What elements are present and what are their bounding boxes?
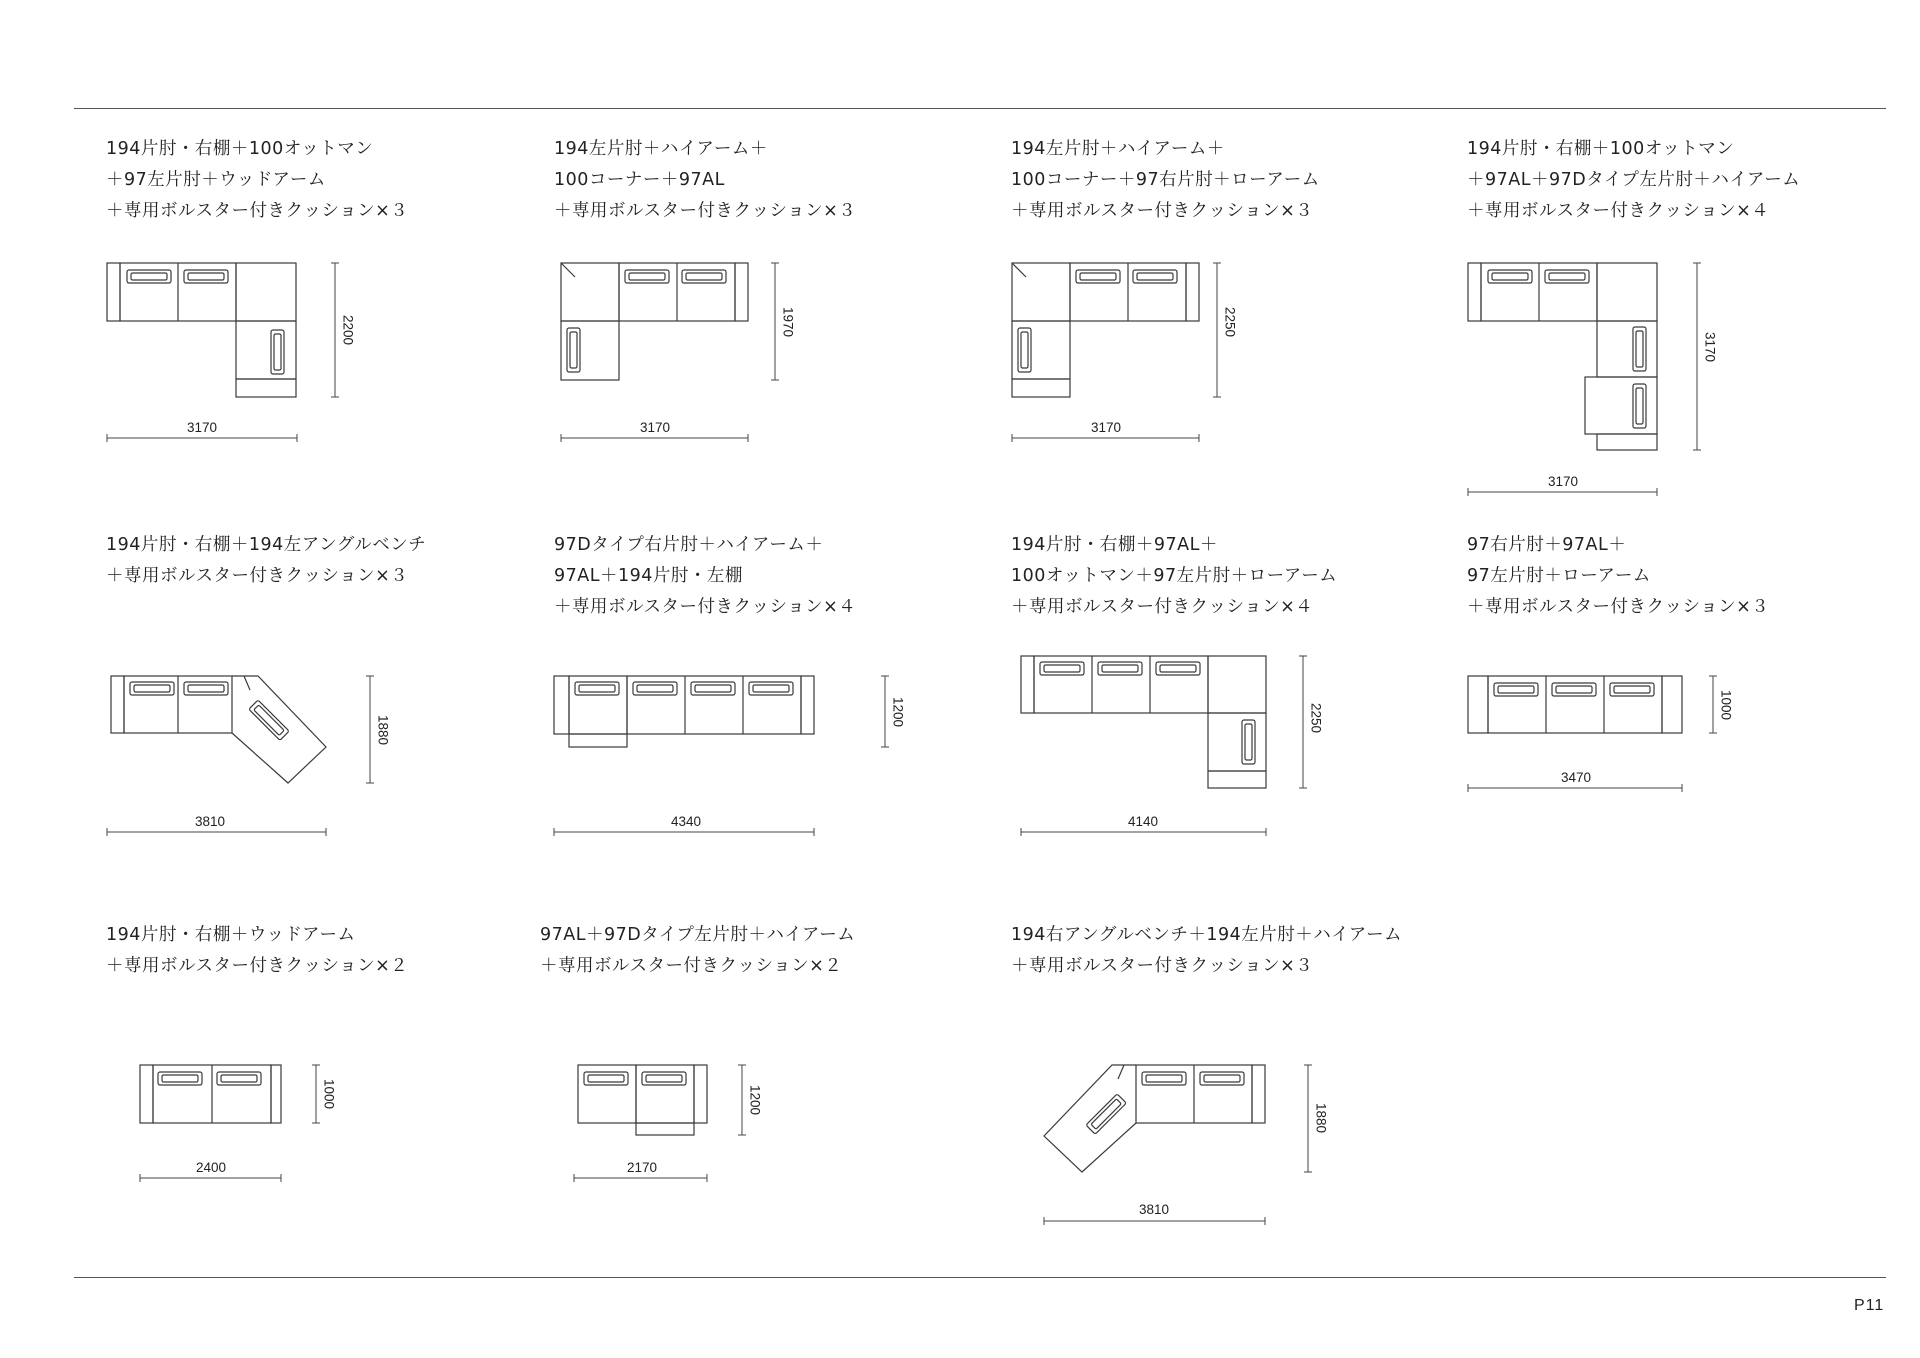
caption-line: ＋97AL＋97Dタイプ左片肘＋ハイアーム [1467,170,1801,190]
width-label: 3470 [1560,770,1592,785]
caption-line: 194右アングルベンチ＋194左片肘＋ハイアーム [1011,925,1403,945]
plan-11 [1044,1065,1265,1172]
depth-label: 1000 [321,1078,337,1110]
plan-9 [140,1065,281,1123]
width-label: 3170 [186,420,218,435]
depth-label: 1200 [747,1084,763,1116]
depth-label: 2250 [1308,702,1324,734]
caption-line: ＋97左片肘＋ウッドアーム [106,170,326,190]
caption-line: 97AL＋194片肘・左棚 [554,566,743,586]
caption-line: ＋専用ボルスター付きクッション×３ [1011,956,1314,976]
width-label: 2170 [626,1160,658,1175]
caption-line: ＋専用ボルスター付きクッション×３ [1467,597,1770,617]
depth-label: 1000 [1718,689,1734,721]
width-label: 3170 [639,420,671,435]
caption-line: 97左片肘＋ローアーム [1467,566,1651,586]
width-label: 4140 [1127,814,1159,829]
depth-label: 2200 [340,314,356,346]
caption-line: ＋専用ボルスター付きクッション×４ [554,597,857,617]
depth-label: 1880 [375,714,391,746]
caption-line: ＋専用ボルスター付きクッション×３ [106,566,409,586]
caption-line: 100オットマン＋97左片肘＋ローアーム [1011,566,1338,586]
caption-line: 194左片肘＋ハイアーム＋ [1011,139,1225,159]
depth-label: 1200 [890,696,906,728]
caption-line: ＋専用ボルスター付きクッション×２ [540,956,843,976]
plan-6 [554,676,814,747]
caption-line: 97Dタイプ右片肘＋ハイアーム＋ [554,535,824,555]
plan-7 [1021,656,1266,788]
caption-line: 100コーナー＋97AL [554,170,725,190]
caption-line: ＋専用ボルスター付きクッション×３ [1011,201,1314,221]
plan-5 [111,676,326,783]
caption-line: 194左片肘＋ハイアーム＋ [554,139,768,159]
page-number: P11 [1854,1297,1885,1314]
caption-line: 97AL＋97Dタイプ左片肘＋ハイアーム [540,925,856,945]
plan-10 [578,1065,707,1135]
depth-label: 1970 [780,306,796,338]
caption-line: ＋専用ボルスター付きクッション×４ [1011,597,1314,617]
caption-line: 97右片肘＋97AL＋ [1467,535,1627,555]
plan-8 [1468,676,1682,733]
width-label: 3810 [1138,1202,1170,1217]
plan-1 [107,263,296,397]
width-label: 3170 [1547,474,1579,489]
depth-label: 3170 [1702,331,1718,363]
caption-line: 194片肘・右棚＋100オットマン [1467,139,1735,159]
plan-4 [1468,263,1657,450]
width-label: 4340 [670,814,702,829]
depth-label: 1880 [1313,1102,1329,1134]
width-label: 3170 [1090,420,1122,435]
caption-line: ＋専用ボルスター付きクッション×３ [106,201,409,221]
caption-line: 194片肘・右棚＋194左アングルベンチ [106,535,427,555]
depth-label: 2250 [1222,306,1238,338]
width-label: 3810 [194,814,226,829]
caption-line: 194片肘・右棚＋97AL＋ [1011,535,1218,555]
caption-line: ＋専用ボルスター付きクッション×３ [554,201,857,221]
width-label: 2400 [195,1160,227,1175]
caption-line: ＋専用ボルスター付きクッション×４ [1467,201,1770,221]
caption-line: 194片肘・右棚＋100オットマン [106,139,374,159]
caption-line: 194片肘・右棚＋ウッドアーム [106,925,356,945]
plan-2 [561,263,748,380]
caption-line: ＋専用ボルスター付きクッション×２ [106,956,409,976]
dimension-lines [107,263,1717,1225]
caption-line: 100コーナー＋97右片肘＋ローアーム [1011,170,1320,190]
plan-3 [1012,263,1199,397]
